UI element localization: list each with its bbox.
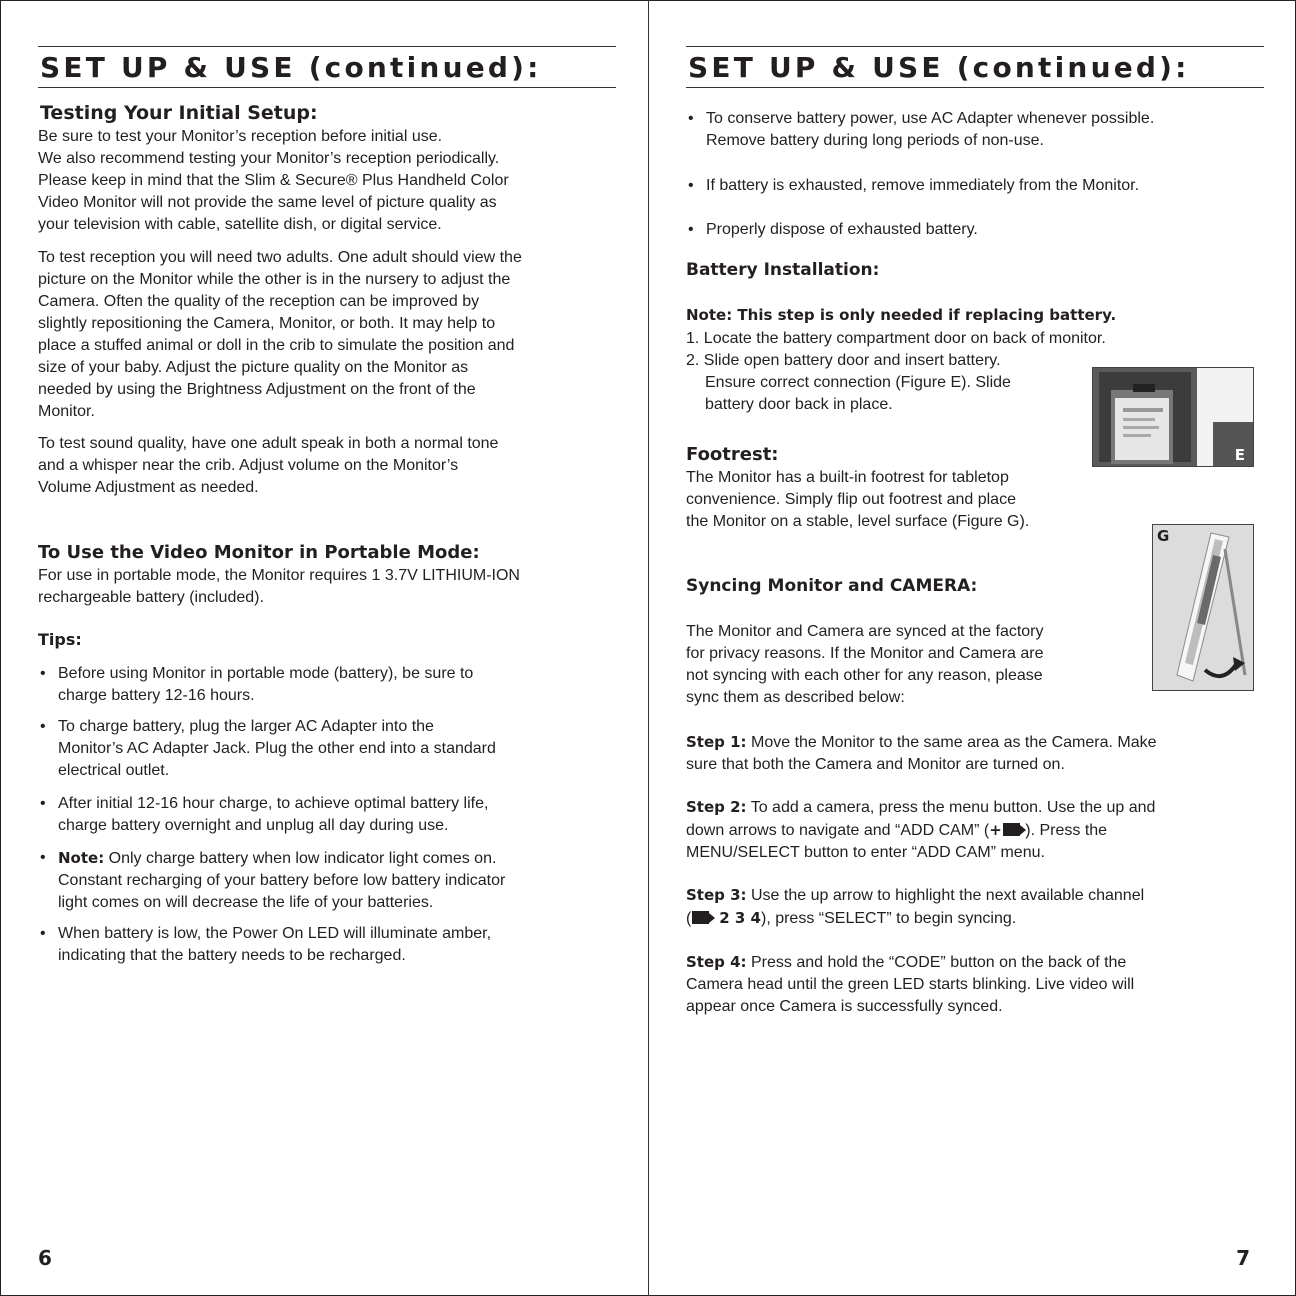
battery-steps: 1. Locate the battery compartment door on back of monitor. 2. Slide open battery door and insert battery. Ensure correct connection (Figure E). Slide battery door back in place.	[686, 330, 1106, 413]
camera-icon	[1003, 823, 1020, 836]
tip-item: • After initial 12-16 hour charge, to achieve optimal battery life, charge battery overnight and unplug all day during use.	[40, 795, 489, 834]
figure-e	[1092, 367, 1254, 467]
left-page	[38, 0, 616, 1296]
testing-setup-paragraph-3: To test sound quality, have one adult speak in both a normal tone and a whisper near the crib. Adjust volume on the Monitor’s Volume Adjustment as needed.	[38, 435, 499, 496]
testing-setup-paragraph-1: Be sure to test your Monitor’s reception before initial use. We also recommend testing your Monitor’s reception periodically. Please keep in mind that the Slim & Secure® Plus Handheld Color Video Monitor will not provide the same level of picture quality as your television with cable, satellite dish, or digital service.	[38, 128, 509, 233]
page-divider	[648, 0, 649, 1296]
figure-g-label: G	[1157, 527, 1170, 545]
battery-compartment-image	[1093, 368, 1253, 466]
battery-note: Note: This step is only needed if replacing battery.	[686, 306, 1117, 324]
left-page-header: SET UP & USE (continued):	[40, 51, 542, 84]
footrest-paragraph: The Monitor has a built-in footrest for tabletop convenience. Simply flip out footrest and place the Monitor on a stable, level surface (Figure G).	[686, 469, 1030, 530]
tip-item: • When battery is low, the Power On LED will illuminate amber, indicating that the battery needs to be recharged.	[40, 925, 492, 964]
left-header-banner	[38, 46, 616, 88]
portable-mode-paragraph: For use in portable mode, the Monitor requires 1 3.7V LITHIUM-ION rechargeable battery (included).	[38, 567, 520, 606]
battery-installation-title: Battery Installation:	[686, 260, 880, 280]
right-page-number: 7	[1236, 1246, 1250, 1270]
testing-setup-paragraph-2: To test reception you will need two adults. One adult should view the picture on the Monitor while the other is in the nursery to adjust the Camera. Often the quality of the reception can be improved by slightly repositioning the Camera, Monitor, or both. It may help to place a stuffed animal or doll in the crib to simulate the position and size of your baby. Adjust the picture quality on the Monitor as needed by using the Brightness Adjustment on the front of the Monitor.	[38, 249, 522, 420]
plus-icon: +	[989, 821, 1002, 839]
footrest-title: Footrest:	[686, 444, 779, 465]
step-2: Step 2: To add a camera, press the menu button. Use the up and down arrows to navigate and “ADD CAM” (+ ). Press the MENU/SELECT button to enter “ADD CAM” menu.	[686, 798, 1156, 861]
tip-item: • To charge battery, plug the larger AC Adapter into the Monitor’s AC Adapter Jack. Plug the other end into a standard electrical outlet.	[40, 718, 496, 779]
right-page	[686, 0, 1264, 1296]
battery-tip-item: • Properly dispose of exhausted battery.	[688, 221, 978, 238]
figure-e-label: E	[1234, 446, 1245, 464]
tip-item: • Before using Monitor in portable mode (battery), be sure to charge battery 12-16 hours.	[40, 665, 474, 704]
right-header-banner	[686, 46, 1264, 88]
figure-g	[1152, 524, 1254, 691]
step-2-label: Step 2:	[686, 798, 747, 816]
footrest-monitor-image	[1153, 525, 1253, 690]
step-1: Step 1: Move the Monitor to the same area as the Camera. Make sure that both the Camera and Monitor are turned on.	[686, 733, 1157, 773]
step-1-label: Step 1:	[686, 733, 747, 751]
camera-icon	[692, 911, 709, 924]
left-page-number: 6	[38, 1246, 52, 1270]
portable-mode-title: To Use the Video Monitor in Portable Mode:	[38, 542, 480, 563]
tips-title: Tips:	[38, 630, 82, 649]
battery-tip-item: • If battery is exhausted, remove immediately from the Monitor.	[688, 177, 1140, 194]
note-label: Note:	[58, 849, 105, 867]
step-4-label: Step 4:	[686, 953, 747, 971]
step-3-label: Step 3:	[686, 886, 747, 904]
right-page-header: SET UP & USE (continued):	[688, 51, 1190, 84]
battery-tip-item: • To conserve battery power, use AC Adapter whenever possible. Remove battery during long periods of non-use.	[688, 110, 1155, 149]
tip-item-note: • Note: Only charge battery when low indicator light comes on. Constant recharging of your battery before low battery indicator light comes on will decrease the life of your batteries.	[40, 849, 506, 911]
step-4: Step 4: Press and hold the “CODE” button on the back of the Camera head until the green LED starts blinking. Live video will appear once Camera is successfully synced.	[686, 953, 1135, 1015]
syncing-paragraph: The Monitor and Camera are synced at the factory for privacy reasons. If the Monitor and Camera are not syncing with each other for any reason, please sync them as described below:	[686, 623, 1044, 706]
testing-setup-title: Testing Your Initial Setup:	[40, 102, 318, 124]
syncing-title: Syncing Monitor and CAMERA:	[686, 576, 978, 596]
step-3: Step 3: Use the up arrow to highlight the next available channel ( 2 3 4), press “SELECT” to begin syncing.	[686, 886, 1145, 927]
channel-numbers: 2 3 4	[719, 909, 761, 927]
